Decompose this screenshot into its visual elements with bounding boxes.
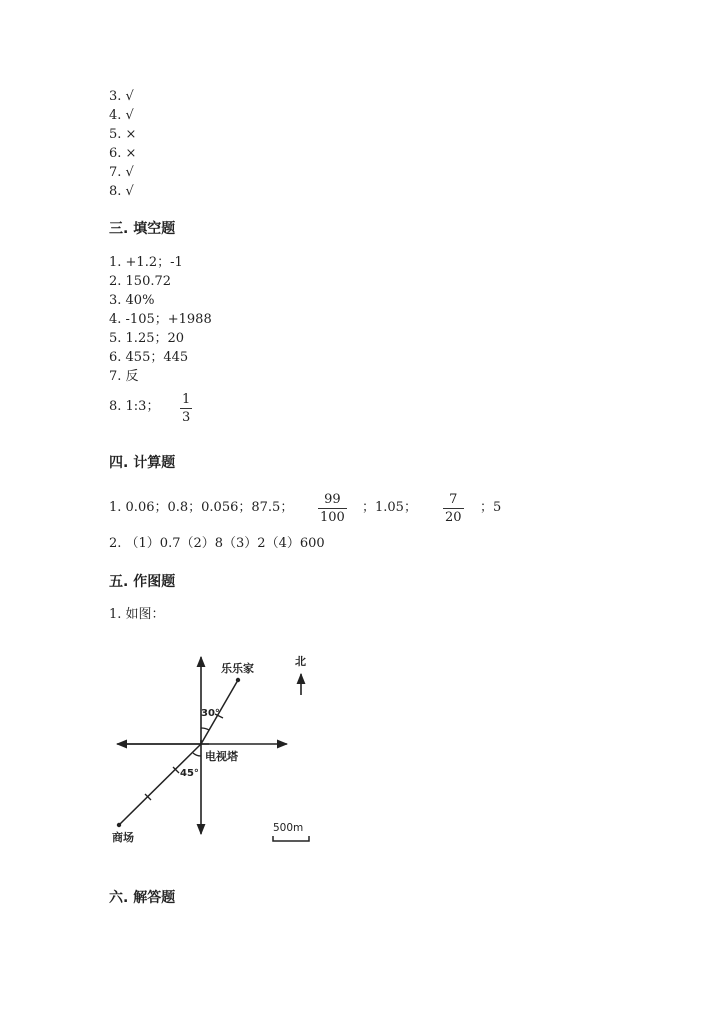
label-scale: 500m — [273, 822, 304, 834]
label-mall: 商场 — [112, 831, 134, 844]
fraction-numerator: 7 — [449, 492, 458, 507]
answer-line: 7. 反 — [109, 369, 139, 384]
answer-line: 3. √ — [109, 89, 134, 104]
fraction-numerator: 1 — [182, 392, 191, 407]
answer-text: ；5 — [480, 500, 502, 515]
home-point — [236, 678, 240, 682]
answer-text: ；1.05； — [362, 500, 417, 515]
section-4-title: 四. 计算题 — [109, 455, 176, 471]
path-to-mall — [119, 744, 201, 825]
answer-line: 8. 1:3； — [109, 399, 160, 414]
answer-line: 1. 如图： — [109, 607, 165, 622]
fraction-bar — [318, 508, 347, 509]
answer-line: 6. 455；445 — [109, 350, 189, 365]
answer-line: 1. +1.2；-1 — [109, 255, 183, 270]
label-north: 北 — [295, 655, 306, 668]
answer-line: 4. √ — [109, 108, 134, 123]
fraction-denominator: 20 — [445, 510, 462, 525]
fraction — [443, 492, 464, 525]
label-angle-30: 30° — [201, 708, 220, 719]
angle-arc-30 — [201, 728, 209, 730]
section-5-title: 五. 作图题 — [109, 574, 176, 590]
fraction-denominator: 100 — [320, 510, 345, 525]
answer-line: 5. × — [109, 127, 137, 142]
answer-line: 8. √ — [109, 184, 134, 199]
label-tower: 电视塔 — [205, 750, 238, 763]
angle-arc-45 — [193, 753, 201, 756]
answer-line: 6. × — [109, 146, 137, 161]
answer-line: 3. 40% — [109, 293, 155, 308]
label-angle-45: 45° — [180, 768, 199, 779]
fraction-bar — [443, 508, 464, 509]
scale-bar — [273, 836, 309, 841]
section-6-title: 六. 解答题 — [109, 890, 176, 906]
answer-line: 2. 150.72 — [109, 274, 172, 289]
answer-line: 4. -105；+1988 — [109, 312, 212, 327]
answer-line: 7. √ — [109, 165, 134, 180]
fraction — [318, 492, 347, 525]
label-home: 乐乐家 — [221, 662, 254, 675]
fraction-numerator: 99 — [324, 492, 341, 507]
fraction-bar — [180, 408, 192, 409]
direction-diagram — [109, 650, 329, 850]
fraction-denominator: 3 — [182, 410, 191, 425]
answer-line: 5. 1.25；20 — [109, 331, 185, 346]
answer-line: 2. （1）0.7（2）8（3）2（4）600 — [109, 536, 325, 551]
answer-line: 1. 0.06；0.8；0.056；87.5； — [109, 500, 294, 515]
fraction — [180, 392, 192, 425]
mall-point — [117, 823, 121, 827]
section-3-title: 三. 填空题 — [109, 221, 176, 237]
